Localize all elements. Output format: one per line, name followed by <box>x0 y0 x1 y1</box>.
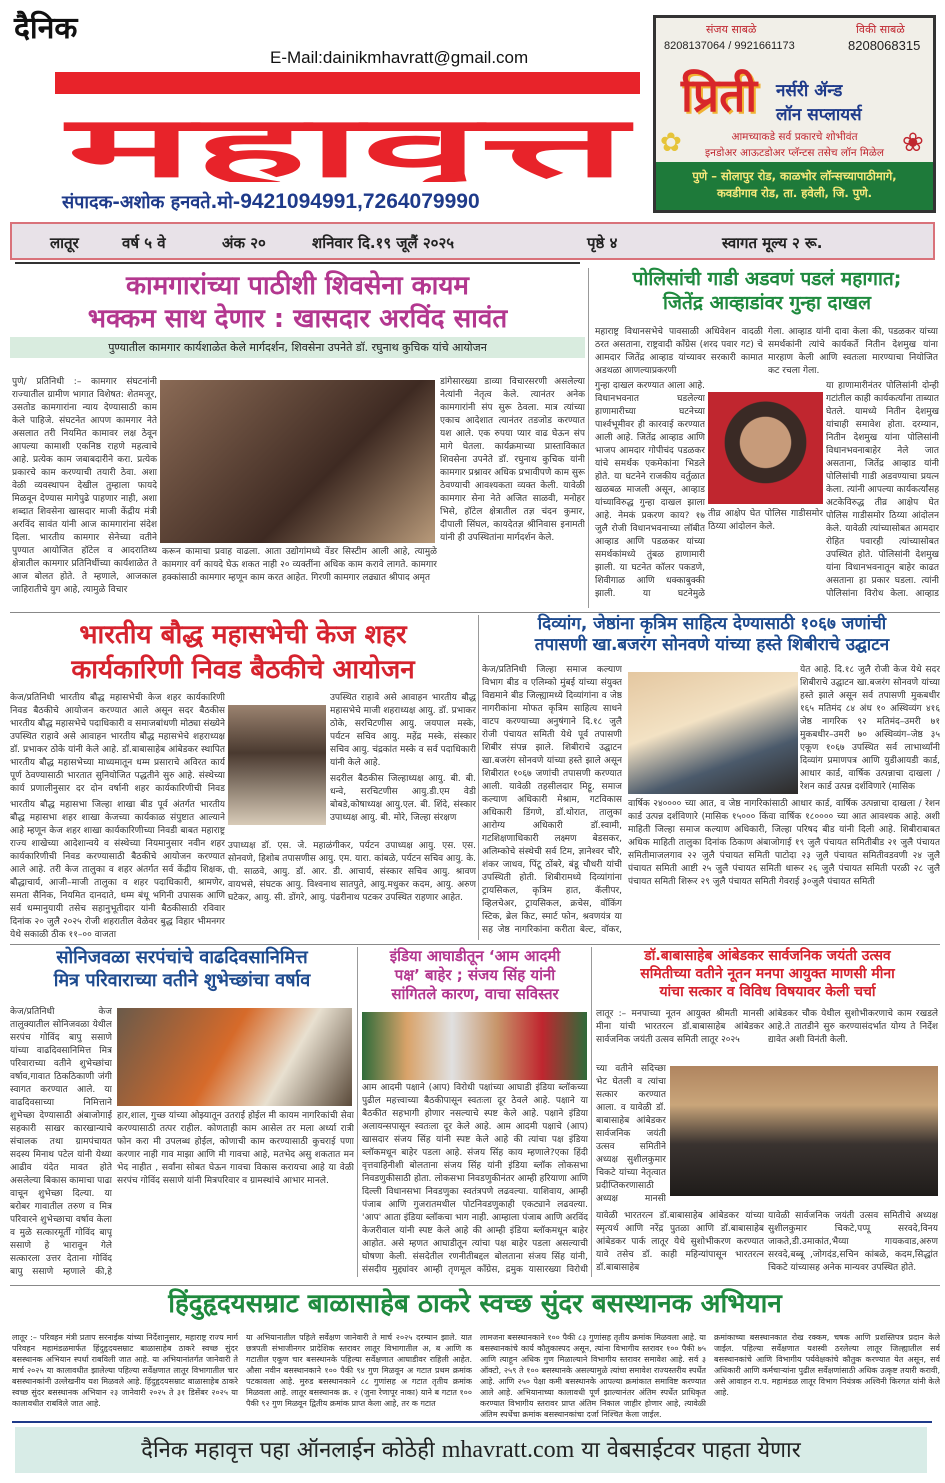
headline-aap-3: सांगितले कारण, वाचा सविस्तर <box>391 984 559 1003</box>
ad-tagline2: इनडोअर आऊटडोअर प्लॅन्टस तसेच लॉन मिळेल <box>705 147 884 159</box>
article-buddha-col1-top: केज/प्रतिनिधी भारतीय बौद्ध महासभेची केज शहर कार्यकारिणी निवड बैठकीचे आयोजन करण्यात आले असून सदर बैठकीस भारतीय बौद्ध महासभेचे पदाधिकारी व समाजबांधणी मोठ्या संख्येने उपस्थित राहावे असे आवाहन भारतीय बौद्ध महासभेचे शहराध्यक्ष डॉ. प्रभाकर ठोके यांनी केले आहे. डॉ.बाबासाहेब आंबेडकर स्थापित भारतीय बौद्ध महासभेच्या माध्यमातून धम्म प्रसाराचे अविरत कार्य पूर्ण ठेवण्यासाठी भारतात सुनियोजित पद्धतीने सुरु आहे. संस्थेच्या कार्य प्रणालीनुसार दर दोन वर्षानी शहर कार्यकारिणीची निवड <box>10 693 225 794</box>
divider <box>357 947 358 1277</box>
info-city: लातूर <box>50 234 79 252</box>
ad-phone-right: 8208068315 <box>848 38 921 53</box>
article-buddha-col2-bottom: उपाध्यक्ष डॉ. एस. जे. महाळंगीकर, पर्यटन उपाध्यक्ष आयु. एस. एस. सोनवणे, हिशोब तपासणीस आयु. एम. यारा. कांबळे, पर्यटन सचिव आयु. के. पी. साळवे, आयु. डॉ. आर. डी. आचार्य, संस्कार सचिव आयु. श्रावण वायभसे, संघटक आयु. विश्वनाथ सातपुते, आयु.मधुकर कदम, आयु. अरुण घटेकर, आयु. सी. डोंगरे, आयु. पंढरीनाथ पटकर उपस्थित राहणार आहेत. <box>228 841 476 903</box>
article-shivsena-col1: पुणे/ प्रतिनिधी :– कामगार संघटनांनी राज्यातील ग्रामीण भागात विशेषत: शेतमजूर, उसतोड कामगारांना न्याय देण्यासाठी काम केले पाहिजे. संघटनेत आपण कामगार नेते असलात तरी नियमित कामावर लक्ष ठेवून आपल्या कामाशी एकनिष्ठ राहणे महत्वाचे आहे. प्रत्येक काम जबाबदारीने करा. प्रत्येक प्रकारचे काम करण्याची तयारी ठेवा. अशा वेळी व्यवस्थापन देखील तुम्हाला फायदे मिळवून देण्यास मागेपुढे पाहणार नाही, अशा शब्दात शिवसेना खासदार माजी केंद्रीय मंत्री अरविंद सावंत यांनी आज कामगारांना संदेश दिला. भारतीय कामगार सेनेच्या वतीने पुण्यात आयोजित हॉटेल व आदरातिथ्य क्षेत्रातील कामगार प्रतिनिधींच्या कार्यशाळेत ते आज बोलत होते. ते म्हणाले, आजकाल जाहिरातीचे युग आहे, त्यामुळे विचार <box>12 377 157 595</box>
article-sonijawala <box>8 947 356 992</box>
article-divyang-col1: केज/प्रतिनिधी जिल्हा समाज कल्याण विभाग बीड व एलिम्को मुंबई यांच्या संयुक्त विद्यमाने बीड जिल्ह्यामध्ये दिव्यांगांना व जेष्ठ नागरीकांना मोफत कृत्रिम साहित्य साधने वाटप करण्याच्या अनुषंगाने दि.१८ जुलै रोजी पंचायत समिती येथे पूर्व तपासणी शिबीर संपन्न झाले. शिबीराचे उद्घाटन खा.बजरंग सोनवणे यांच्या हस्ते झाले असून शिबीरात १०६७ जणांची तपासणी करण्यात आली. यावेळी तहसीलदार मिट्टू, समाज कल्याण अधिकारी मेश्राम, गटविकास अधिकारी डिंगणे, डॉ.थोरात, तालुका आरोग्य अधिकारी डॉ.स्वामी, गटशिक्षणाधिकारी लक्ष्मण बेडसकर, अलिम्कोचे संस्थेची सर्व टिम, ज्ञानेश्वर चौरे, शंकर जाधव, पिंटू ठोंबरे, बंडू चौधरी यांची उपस्थिती होती. शिबीरामध्ये दिव्यांगांना ट्रायसिकल, कृत्रिम हात, कॅलीपर, व्हिलचेअर, ट्रायसिकल, क्रचेस, वॉकिंग स्टिक, ब्रेल किट, स्मार्ट फोन, श्रवणयंत्र या सह जेष्ठ नागरिकांना करीता बेल्ट, वॉकर, <box>482 665 622 935</box>
footer-text-before: दैनिक महावृत्त पहा ऑनलाईन कोठेही <box>141 1438 435 1463</box>
subhead-shivsena: पुण्यातील कामगार कार्यशाळेत केले मार्गदर्शन, शिवसेना उपनेते डॉ. रघुनाथ कुचिक यांचे आयोजन <box>10 337 585 358</box>
divider <box>588 268 589 608</box>
footer-website-band <box>15 1427 927 1473</box>
ad-name-left: संजय साबळे <box>706 23 757 36</box>
article-police-bottom: तीव्र आक्षेप घेत पोलिस गाडीसमोर ठिय्या आंदोलन केले. <box>708 509 823 532</box>
article-police <box>592 268 942 316</box>
article-aap-body: आम आदमी पक्षाने (आप) विरोधी पक्षांच्या आघाडी इंडिया ब्लॉकच्या पुढील महत्त्वाच्या बैठकीपासून स्वतःला दूर ठेवले आहे. पक्षाने या बैठकीत सहभागी होणार नसल्याचे स्पष्ट केले आहे. पक्षाने इंडिया अलायन्सपासून स्वतःला दूर केले आहे. आम आदमी पक्षाचे (आप) खासदार संजय सिंह यांनी स्पष्ट केले आहे की त्यांचा पक्ष इंडिया ब्लॉकमधून बाहेर पडला आहे. संजय सिंह काय म्हणाले?एका हिंदी वृत्तवाहिनीशी बोलताना संजय सिंह यांनी इंडिया ब्लॉक लोकसभा निवडणुकीसाठी होता. लोकसभा निवडणुकीनंतर आम्ही हरियाणा आणि दिल्ली विधानसभा निवडणुका स्वतंत्रपणे लढवल्या. याशिवाय, आम्ही पंजाब आणि गुजरातमधील पोटनिवडणुकाही एकट्याने लढवल्या. 'आप' आता इंडिया ब्लॉकचा भाग नाही. आम्हाला पंजाब आणि अरविंद केजरीवाल यांनी स्पष्ट केले आहे की आम्ही इंडिया ब्लॉकमधून बाहेर आहोत. असे म्हणत आघाडीतून त्यांचा पक्ष बाहेर पडला असल्याची घोषणा केली. संसदेतील रणनीतीबद्दल बोलताना संजय सिंह यांनी, संसदीय मुद्द्यांवर आम्ही तृणमूल काँग्रेस, द्रमुक यासारख्या विरोधी <box>362 1083 588 1275</box>
divider <box>10 1285 940 1286</box>
divider <box>10 612 940 613</box>
article-sonijawala-col1: केज/प्रतिनिधी केज तालुक्यातील सोनिजवळा येथील सरपंच गोविंद बापु ससाणे यांच्या वाढदिवसानिमित्त मित्र परिवाराच्या वतीने शुभेच्छांचा वर्षाव,गावात ठिकठिकाणी जंगी स्वागत करण्यात आले. या वाढदिवसाच्या निमित्ताने शुभेच्छा देण्यासाठी अंबाजोगाई सहकारी साखर कारखान्याचे संचालक तथा ग्रामपंचायत सदस्य मिनाथ पटेल यांनी येथ्या आढीव यंदेत मावत होते असलेल्या बिकास कामाचा पाढा वाचून शुभेच्छा दिल्या. या बरोबर गावातील तरुण व मित्र परिवारने शुभेच्छाचा वर्षाव केला व मुळे सत्कारमूर्ती गोविंद बापू ससाणे हे भारावून गेले सत्कारला उत्तर देताना गोविंद बापु ससाणे म्हणाले की,हे <box>10 1007 112 1277</box>
issue-info-bar <box>10 222 935 260</box>
info-price: स्वागत मूल्य २ रू. <box>722 234 823 252</box>
article-sonijawala-col2: हार,शाल, गुच्छ यांच्या ओझ्यातून उतराई होईल मी कायम नागरिकांची सेवा करण्यासाठी तत्पर राहील. कोणताही काम आसेल तर मला अर्ध्या रात्री फोन करा मी उपलब्ध होईल, कोणाची काम करण्यासाठी कुचराई पणा करणार नाही गाव माझा आणि मी गावचा आहे, मतभेद असु शकतात मन भेद नाहीत , सर्वांना सोबत घेऊन गावचा विकास करायचा आहे या वेळी सरपंच गोविंद ससाणे यांनी मित्रपरिवार व ग्रामस्थांचे आभार मानले. <box>117 1111 354 1186</box>
footer-website-link[interactable]: mhavratt.com <box>441 1437 575 1463</box>
divider <box>15 262 580 264</box>
article-ambedkar-bottom-right: यावेळी सार्वजनिक जयंती उत्सव समितीचे अध्यक्ष सुशीलकुमार चिकटे,पप्पू सरवदे,विनय जाकते,डी.उमाकांत,भैय्या गायकवाड,अरुण सरवदे,बब्बू ,जोगदंड,सचिन कांबळे, कदम,सिद्धांत चिकटे यांच्यासह अनेक मान्यवर उपस्थित होते. <box>768 1211 938 1273</box>
article-buddha-col1-bottom: भारतीय बौद्ध महासभा जिल्हा शाखा बीड पूर्व अंतर्गत भारतीय बौद्ध महासभा शहर शाखा केजच्या कार्यकाळ संपुष्टात आल्याने आहे म्हणून केज शहर शाखा कार्यकारिणीच्या निवडी बाबत महाराष्ट्र राज्य शाखेच्या आदेशान्वये व संस्थेच्या नियमानुसार नवीन शहर कार्यकारिणीची निवड करण्यासाठी बैठकीचे आयोजन करण्यात आले आहे. तरी केज तालुका व शहर अंतर्गत सर्व केंद्रीय शिक्षक, बौद्धाचार्य, आजी–माजी तालुका व शहर पदाधिकारी, श्रामणेर, समता सैनिक, नियमित दानदाते, धम्म बंधू भगिनी उपासक आणि सर्व धम्मानुयायी तसेच सहानुभूतीदार यांनी बैठकीसाठी रविवार दिनांक २० जुलै २०२५ रोजी शहरातील वेळेवर बुद्ध विहार भीमनगर येथे सकाळी ठीक ११–०० वाजता <box>10 800 225 940</box>
plant-pot-icon: ❀ <box>902 128 924 158</box>
article-police-top-right: गेला. आव्हाड यांनी दावा केला की, पडळकर यांच्या समर्थकांनी त्यांचे कार्यकर्ते नितीन देशमुख यांना मारहाण केली आणि स्वतःला मारण्याचा नियोजित कट रचला गेला. <box>768 327 938 376</box>
photo-divyang-camp <box>628 672 798 794</box>
ad-name-right: विकी साबळे <box>856 23 905 36</box>
headline-buddha-1: भारतीय बौद्ध महासभेची केज शहर <box>79 620 407 650</box>
editor-line <box>62 190 480 214</box>
ad-tagline1: आमच्याकडे सर्व प्रकारचे शोभीवंत <box>731 131 858 143</box>
footer-text-after: या वेबसाईटवर पाहता येणार <box>581 1438 801 1463</box>
article-police-top-left: महाराष्ट्र विधानसभेचे पावसाळी अधिवेशन वादळी ठरत असताना, राष्ट्रवादी काँग्रेस (शरद पवार गट) चे आमदार जितेंद्र आव्हाड यांच्यावर सरकारी कामात अडथळा आणल्याप्रकरणी <box>595 327 763 376</box>
article-divyang <box>482 614 942 657</box>
article-ambedkar-top-right: आंबेडकर चौक येथील सुशोभीकरणाचे काम रखडले आहे.ते तातडीने सुरु करण्यासंदर्भात योग्य ते निर्देश द्यावेत अशी विनंती केली. <box>768 1009 938 1045</box>
photo-shivsena-event <box>160 380 435 543</box>
divider <box>12 1421 932 1423</box>
article-buddha-col2-top: उपस्थित राहावे असे आवाहन भारतीय बौद्ध महासभेचे माजी शहराध्यक्ष आयु. डॉ. प्रभाकर ठोके, सरचिटणीस आयु. जयपाल मस्के, पर्यटन सचिव आयु. महेंद्र मस्के, संस्कार सचिव आयु. चंद्रकांत मस्के व सर्व पदाधिकारी यांनी केले आहे. <box>330 693 476 768</box>
article-bus-col1: लातूर :– परिवहन मंत्री प्रताप सरनाईक यांच्या निर्देशानुसार, महाराष्ट्र राज्य मार्ग परिवहन महामंडळमार्फत हिंदुहृदयसम्राट बाळासाहेब ठाकरे स्वच्छ सुंदर बसस्थानक अभियान स्पर्धा राबविली जात आहे. या अभियानांतर्गत जानेवारी ते मार्च २०२५ या कालावधीत झालेल्या पहिल्या सर्वेक्षणात लातूर विभागातील चार बसस्थानकांनी उल्लेखनीय यश मिळवले आहे. हिंदुहृदयसम्राट बाळासाहेब ठाकरे स्वच्छ सुंदर बसस्थानक अभियान २३ जानेवारी २०२५ ते ३१ डिसेंबर २०२५ या कालावधीत राबविले जात आहे. <box>12 1333 238 1408</box>
article-bus-col4: क्रमांकाच्या बसस्थानकात रोख रक्कम, चषक आणि प्रशस्तिपत्र प्रदान केले जाईल. पहिल्या सर्वेक्षणात यशस्वी ठरलेल्या लातूर जिल्ह्यातील सर्व बसस्थानकांचे आणि विभागीय पर्यवेक्षकांचे कौतुक करण्यात येत असून, सर्व अधिकारी आणि कर्मचाऱ्यांना पुढील सर्वेक्षणांसाठी अधिक उत्कृष्ट तयारी करावी, असे आवाहन रा.प. महामंडळ लातूर विभाग नियंत्रक अश्विनी किरगत यांनी केले आहे. <box>714 1333 940 1397</box>
article-ambedkar-col-left: च्या वतीने सदिच्छा भेट घेतली व त्यांचा सत्कार करण्यात आला. व यावेळी डॉ. बाबासाहेब आंबेडकर सार्वजनिक जयंती उत्सव समितीने अध्यक्ष सुशीलकुमार चिकटे यांच्या नेतृत्वात प्रदीप्तिकरणासाठी अध्यक्ष मानसी <box>596 1064 666 1204</box>
headline-ambedkar-2: समितीच्या वतीने नूतन मनपा आयुक्त माणसी मीना <box>640 966 895 983</box>
divider <box>478 615 479 940</box>
info-year: वर्ष ५ वे <box>122 234 166 252</box>
article-buddha-col2-mid: सदरील बैठकीस जिल्हाध्यक्ष आयु. बी. बी. धन्वे, सरचिटणीस आयु.डी.एम वेडी बोबडे,कोषाध्यक्ष आयु.एल. बी. शिंदे, संस्कार उपाध्यक्ष आयु. बी. मोरे, जिल्हा संरक्षण <box>330 774 476 823</box>
article-police-col-left: गुन्हा दाखल करण्यात आला आहे. विधानभवनात घडलेल्या हाणामारीच्या घटनेच्या पार्श्वभूमीवर ही कारवाई करण्यात आली आहे. जितेंद्र आव्हाड आणि भाजप आमदार गोपीचंद पडळकर यांचे समर्थक एकमेकांना भिडले होते. या घटनेने राजकीय वर्तुळात खळबळ माजली असून, आव्हाड यांच्याविरुद्ध गुन्हा दाखल झाला आहे. नेमकं प्रकरण काय? १७ जुलै रोजी विधानभवनाच्या लॉबीत आव्हाड आणि पडळकर यांच्या समर्थकांमध्ये तुंबळ हाणामारी झाली. या घटनेत कॉलर पकडणे, शिवीगाळ आणि धक्काबुक्की झाली. या घटनेमुळे <box>595 381 705 599</box>
article-divyang-col2-bottom: वार्षिक २४०००० च्या आत, व जेष्ठ नागरिकांसाठी आधार कार्ड, वार्षिक उत्पन्नाचा दाखला / रेशन कार्ड उत्पन्न दर्शविणारे (मासिक १५००० किंवा वार्षिक १८०००० च्या आत आवश्यक आहे. अशी माहिती जिल्हा समाज कल्याण अधिकारी, जिल्हा परिषद बीड यांनी दिली आहे. शिबीराबाबत अधिक माहिती तालुका दिनांक ठिकाण अंबाजोगाई १९ जुलै पंचायत समितीबीड २१ जुलै पंचायत समितीमाजलगाव २२ जुलै पंचायत समिती पाटोदा २३ जुलै पंचायत समितीवडवणी २४ जुलै पंचायत समिती आष्टी २५ जुलै पंचायत समिती धारूर २६ जुलै पंचायत समिती परळी २८ जुलै पंचायत समिती शिरूर २९ जुलै पंचायत समिती गेवराई ३०जुलै पंचायत समिती <box>628 799 940 887</box>
article-shivsena-col3: डांगेसारख्या डाव्या विचारसरणी असलेल्या नेत्यांनी नेतृत्व केले. त्यानंतर अनेक कामगारांनी संप सुरू ठेवला. मात्र त्यांच्या एकाच आदेशात त्यानंतर तडजोड करण्यात यश आले. एक रुपया प्यार वाढ घेऊन संप मागे घेतला. कार्यक्रमाच्या प्रास्ताविकात शिवसेना उपनेते डॉ. रघुनाथ कुचिक यांनी कामगार प्रश्नावर अधिक प्रभावीपणे काम सुरू ठेवण्याची आवश्यकता व्यक्त केली. यावेळी कामगार सेना नेते अजित साळवी, मनोहर भिसे, हॉटेल क्षेत्रातील तज्ञ चंदन कुमार, दीपाली सिंघल, कायदेतज्ञ श्रीनिवास इनामती यांनी ही उपस्थितांना मार्गदर्शन केले. <box>440 377 585 543</box>
article-divyang-col2-top: येत आहे. दि.१८ जुलै रोजी केज येथे सदर शिबीराचे उद्घाटन खा.बजरंग सोनवणे यांच्या हस्ते झाले असून सर्व तपासणी मुकबधीर १६५ मतिमंद ८४ अंध १० अस्थिव्यंग ४१६ जेष्ठ नागरिक ९२ मतिमंद–उमरी ७१ मुकबधीर–उमरी ७० अस्थिव्यंग–जेष्ठ ३५ एकूण १०६७ उपस्थित सर्व लाभार्थ्यांनी दिव्यांग प्रमाणपत्र आणि युडीआयडी कार्ड, आधार कार्ड, वार्षिक उत्पन्नाचा दाखला / रेशन कार्ड उत्पन्न दर्शविणारे (मासिक <box>800 665 940 792</box>
headline-divyang-1: दिव्यांग, जेष्ठांना कृत्रिम साहित्य देण्यासाठी १०६७ जणांची <box>537 614 887 634</box>
masthead-title: महावृत्त <box>67 98 289 182</box>
article-shivsena-col2: करून कामाचा प्रवाह वाढला. आता उद्योगांमध्ये वेंडर सिस्टीम आली आहे, त्यामुळे कामगार वर्ग कायदे घेऊ शकत नाही २० व्यक्तींना अधिक काम करावे लागते. कामगार हक्कांसाठी कामगार म्हणून काम करत आहेत. गिरणी कामगार लढ्यात श्रीपाद अमृत <box>162 547 437 583</box>
article-ambedkar <box>595 947 940 1002</box>
headline-shivsena-2: भक्कम साथ देणार : खासदार अरविंद सावंत <box>87 303 508 334</box>
headline-sonijawala-1: सोनिजवळा सरपंचांचे वाढदिवसानिमित्त <box>56 947 308 968</box>
ad-brand-line2: लॉन सप्लायर्स <box>776 105 862 125</box>
ad-address2: कवडीगाव रोड, ता. हवेली, जि. पुणे. <box>716 186 873 200</box>
info-date: शनिवार दि.१९ जूलैं २०२५ <box>312 234 455 252</box>
flower-icon: ✿ <box>660 128 682 158</box>
photo-buddha-person <box>228 705 326 825</box>
photo-jitendra-awhad <box>708 392 823 504</box>
masthead-dainik: दैनिक <box>14 11 78 46</box>
headline-aap-2: पक्ष’ बाहेर ; संजय सिंह यांनी <box>394 965 556 984</box>
article-police-col-right: या हाणामारीनंतर पोलिसांनी दोन्ही गटांतील काही कार्यकर्त्यांना ताब्यात घेतले. यामध्ये नितीन देशमुख यांचाही समावेश होता. दरम्यान, नितीन देशमुख यांना पोलिसांनी विधानभवनाबाहेर नेले जात असताना, जितेंद्र आव्हाड यांनी पोलिसांची गाडी अडवण्याचा प्रयत्न केला. त्यांनी आपल्या कार्यकर्त्यांसह अटकेविरुद्ध तीव्र आक्षेप घेत पोलिस गाडीसमोर ठिय्या आंदोलन केले. यावेळी त्यांच्यासोबत आमदार रोहित पवारही त्यांच्यासोबत उपस्थित होते. पोलिसांनी देशमुख यांना विधानभवनातून बाहेर काढत असताना हा प्रकार घडला. त्यांनी पोलिसांना विरोध केला. आव्हाड <box>826 381 939 599</box>
masthead-email: E-Mail:dainikmhavratt@gmail.com <box>270 48 529 67</box>
article-shivsena <box>10 270 585 358</box>
nursery-advert <box>653 15 936 213</box>
editor-phone: 9421094991,7264079990 <box>240 190 480 213</box>
headline-divyang-2: तपासणी खा.बजरंग सोनवणे यांच्या हस्ते शिबीराचे उद्घाटन <box>534 635 890 656</box>
divider <box>10 944 940 945</box>
headline-aap-1: इंडिया आघाडीतून ‘आम आदमी <box>389 947 561 965</box>
article-ambedkar-bottom-left: यावेळी भारतरत्न डॉ.बाबासाहेब आंबेडकर यांच्या स्मृत्यर्थ आणि नरेंद्र पुतळा आणि डॉ.बाबासाहेब आंबेडकर पार्क लातूर येथे सुशोभीकरण करण्यात यावे तसेच डॉ. काही महिन्यांपासून भारतरत्न डॉ.बाबासाहेब <box>596 1211 764 1273</box>
masthead-logo <box>55 72 640 182</box>
divider <box>591 947 592 1277</box>
info-issue: अंक २० <box>222 234 266 252</box>
ad-brand: प्रिती <box>681 68 758 122</box>
headline-ambedkar-3: यांचा सत्कार व विविध विषयावर केली चर्चा <box>659 984 876 1001</box>
article-aap <box>360 947 590 1003</box>
article-buddha <box>8 618 478 688</box>
headline-ambedkar-1: डॉ.बाबासाहेब आंबेडकर सार्वजनिक जयंती उत्सव <box>644 948 891 964</box>
photo-aap-leaders <box>362 1012 587 1080</box>
photo-ambedkar-felicitation <box>670 1066 938 1196</box>
editor-label: संपादक-अशोक हनवते.मो- <box>62 192 241 213</box>
headline-police-2: जितेंद्र आव्हाडांवर गुन्हा दाखल <box>663 291 871 314</box>
ad-address1: पुणे – सोलापुर रोड, काळभोर लॉन्सच्यापाठीमागे, <box>692 169 897 183</box>
article-bus-col3: लामजना बसस्थानकाने १०० पैकी ८३ गुणांसह तृतीय क्रमांक मिळवला आहे. या बसस्थानकांचे कार्य कौतुकास्पद असून, त्यांना विभागीय स्तरावर १०० पैकी ७५ आणि त्याहून अधिक गुण मिळाल्याने विभागीय स्तरावर समावेश आहे. सर्व ३ ऑक्टो, २५९ ते १०० बसस्थानके असल्यामुळे त्यांचा समावेश राज्यस्तरीय स्पर्धेत आहे. आणि २५० पेक्षा कमी बसस्थानके आपल्या क्रमांकात समाविष्ट करण्यात आले आहे. अभियानाच्या कालावधी पूर्ण झाल्यानंतर अंतिम स्पर्धेत प्राधिकृत करण्यात विभागीय स्तरावर प्राप्त अंतिम निकाल जाहीर होणार आहे, त्यावेळी अंतिम स्पर्धेचा क्रमांक बसस्थानकांचा दर्जा निश्चित केला जाईल. <box>480 1333 706 1419</box>
info-page: पृष्ठे ४ <box>587 234 618 252</box>
article-ambedkar-top-left: लातूर :– मनपाच्या नूतन आयुक्त श्रीमती मानसी मीना यांची भारतरत्न डॉ.बाबासाहेब आंबेडकर सार्वजनिक जयंती उत्सव समिती लातूर २०२५ <box>596 1009 764 1045</box>
photo-sonijawala-celebration <box>117 1008 352 1106</box>
article-bus-col2: या अभियानातील पहिले सर्वेक्षण जानेवारी ते मार्च २०२५ दरम्यान झाले. यात छत्रपती संभाजीनगर प्रादेशिक स्तरावर लातूर विभागातील अ, ब आणि क गटातील एकूण चार बसस्थानके पहिल्या सर्वेक्षणात आघाडीवर राहिली आहेत. औसा नवीन बसस्थानकाने १०० पैकी ९४ गुण मिळवून अ गटात प्रथम क्रमांक पटकावला आहे. मुरुड बसस्थानकाने ८८ गुणांसह अ गटात तृतीय क्रमांक मिळवला आहे. लातूर बसस्थानक क्र. २ (जुना रेणापूर नाका) याने ब गटात १०० पैकी ९२ गुण मिळवून द्वितीय क्रमांक प्राप्त केला आहे, तर क गटात <box>246 1333 472 1408</box>
ad-phone-left: 8208137064 / 9921661173 <box>664 40 795 52</box>
headline-buddha-2: कार्यकारिणी निवड बैठकीचे आयोजन <box>71 655 415 686</box>
headline-sonijawala-2: मित्र परिवाराच्या वतीने शुभेच्छांचा वर्षाव <box>53 969 311 991</box>
ad-address-band <box>656 162 933 210</box>
ad-brand-line1: नर्सरी ॲन्ड <box>776 81 843 101</box>
headline-police-1: पोलिसांची गाडी अडवणं पडलं महागात; <box>632 268 902 290</box>
headline-shivsena-1: कामगारांच्या पाठीशी शिवसेना कायम <box>126 271 469 301</box>
headline-bus: हिंदुहृदयसम्राट बाळासाहेब ठाकरे स्वच्छ सुंदर बसस्थानक अभियान <box>168 1289 782 1319</box>
